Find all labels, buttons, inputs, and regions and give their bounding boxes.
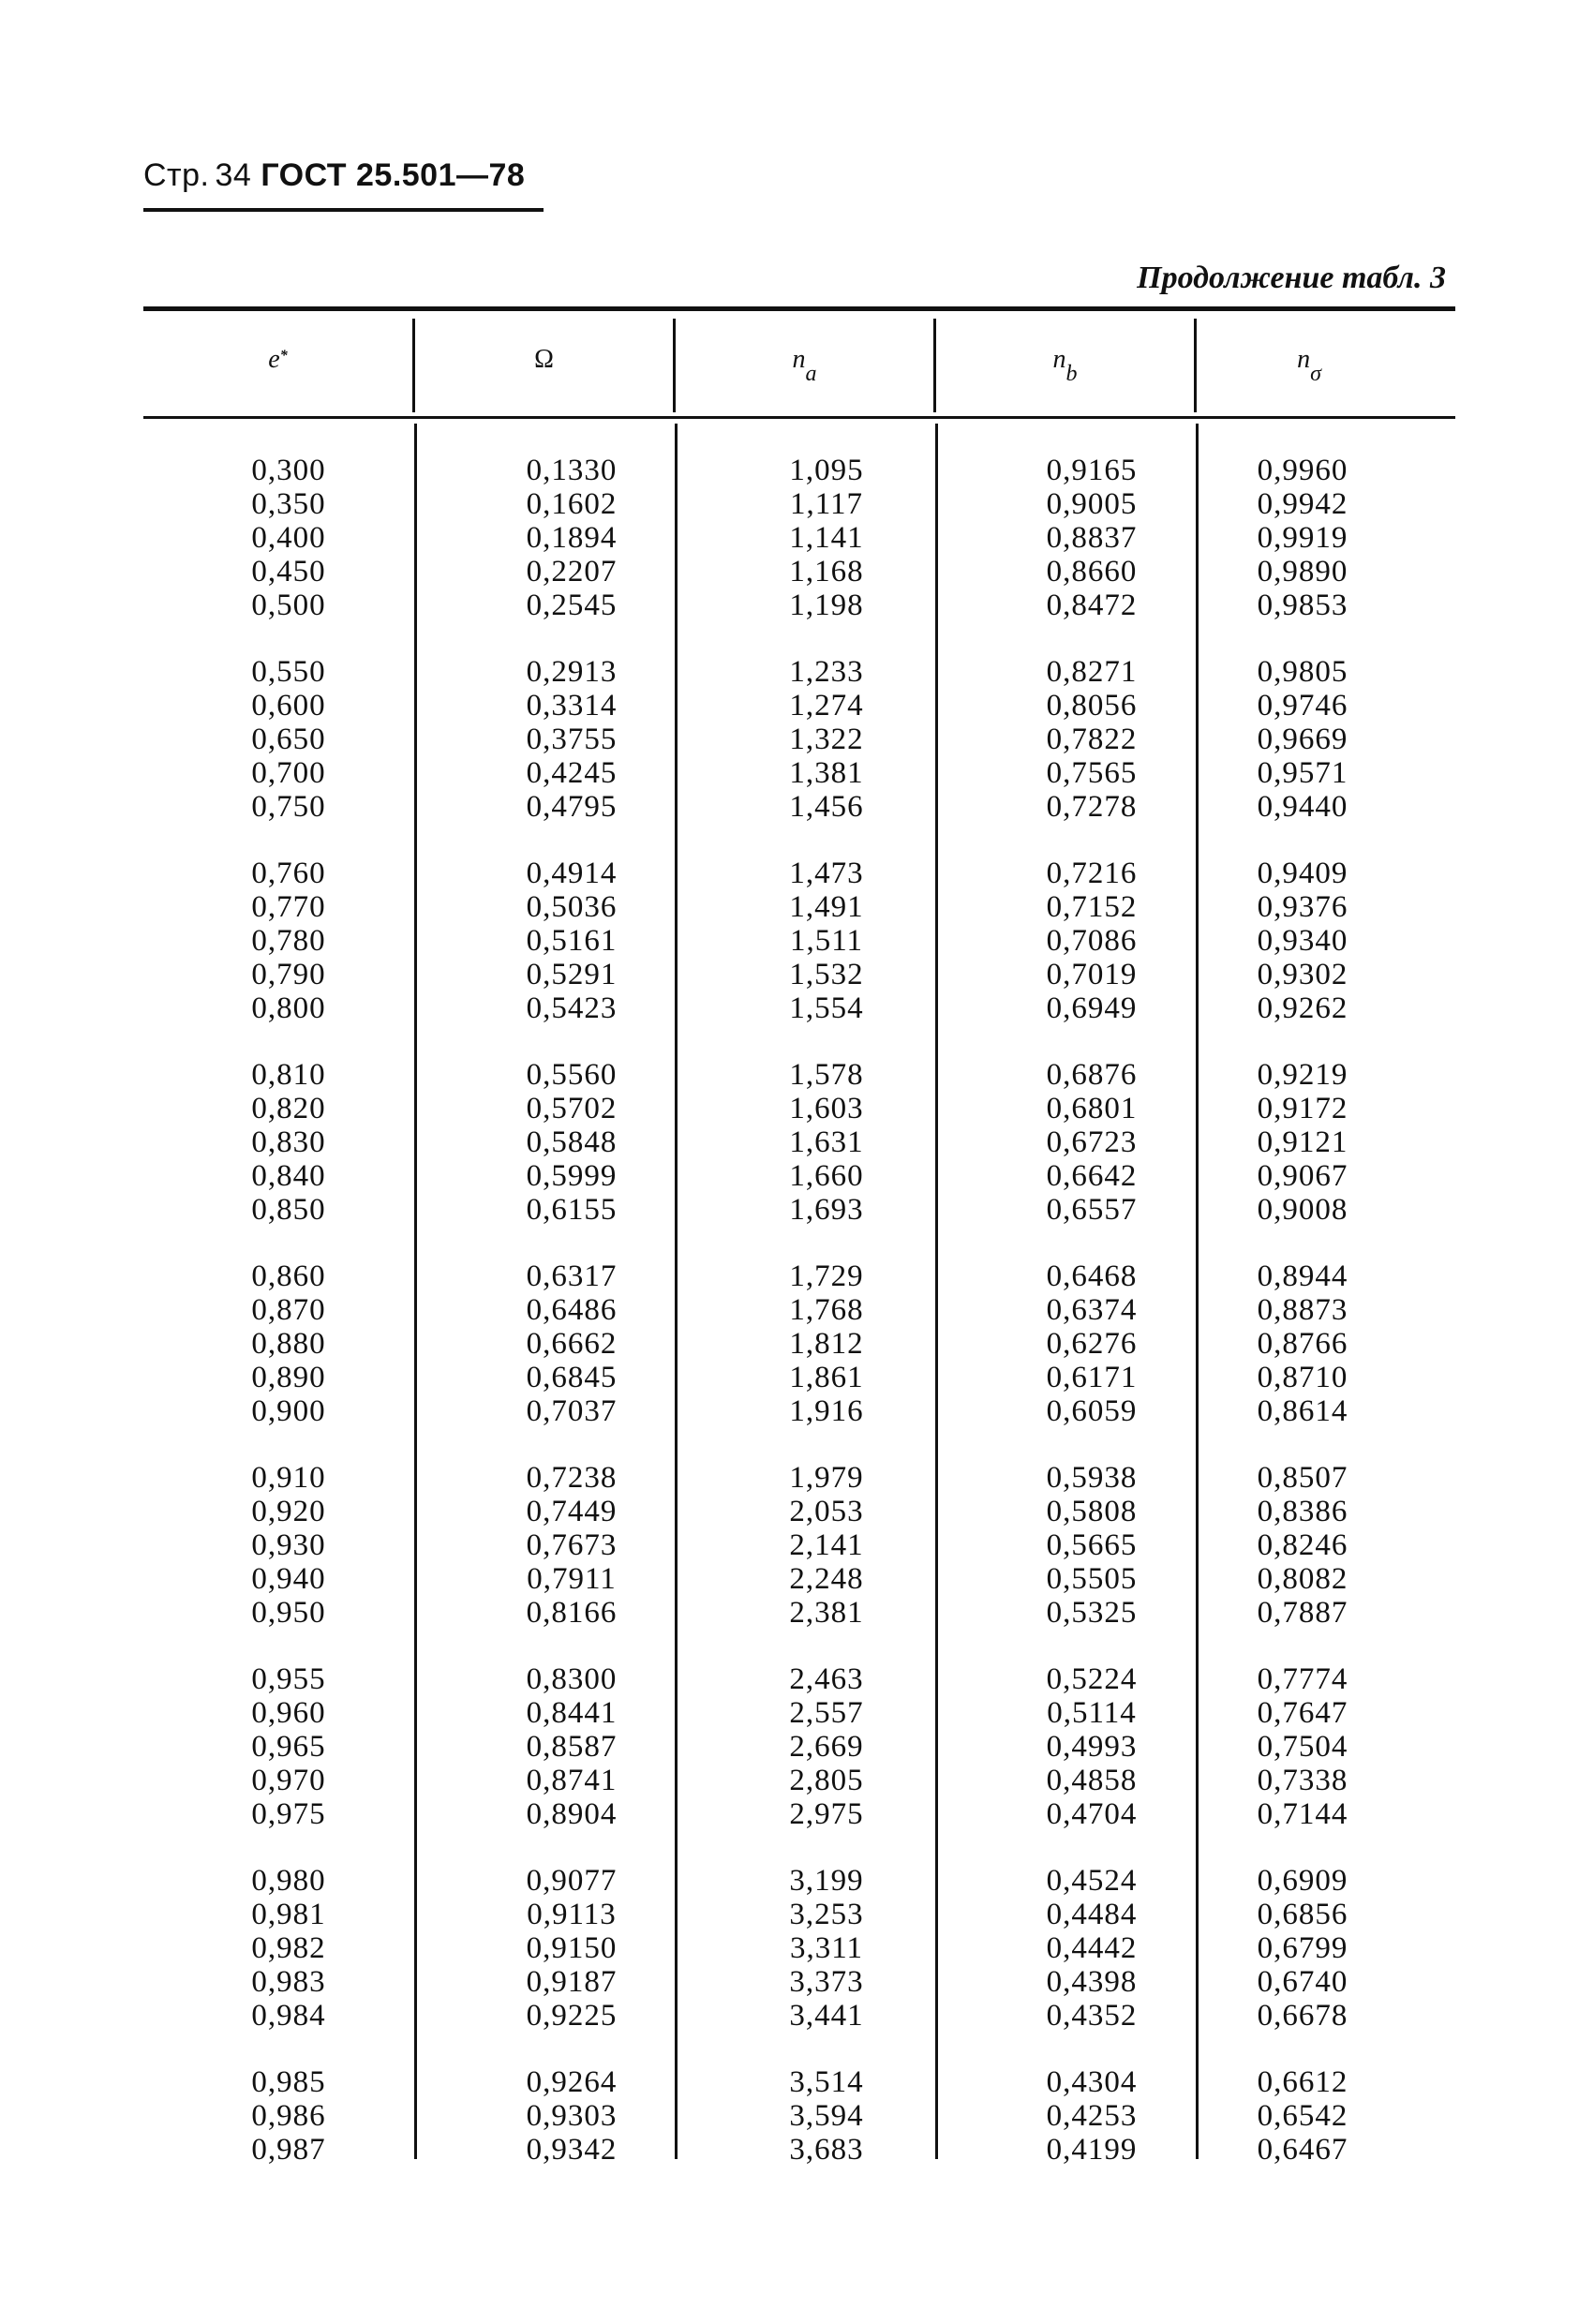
- table-cell-e: 0,760: [251, 857, 326, 890]
- table-cell-ns: 0,9340: [1257, 924, 1348, 958]
- table-cell-omega: 0,5848: [526, 1125, 618, 1159]
- table-cell-nb: 0,4993: [1046, 1730, 1138, 1764]
- table-cell-e: 0,550: [251, 655, 326, 689]
- table-cell-e: 0,600: [251, 689, 326, 723]
- table-cell-ns: 0,9960: [1257, 454, 1348, 487]
- table-cell-nb: 0,6276: [1046, 1327, 1138, 1361]
- table-cell-nb: 0,6557: [1046, 1193, 1138, 1227]
- row-group: [1228, 655, 1378, 824]
- row-group: [497, 454, 647, 622]
- table-cell-ns: 0,7774: [1257, 1662, 1348, 1696]
- table-cell-e: 0,981: [251, 1898, 326, 1931]
- table-cell-omega: 0,7037: [526, 1394, 618, 1428]
- table-cell-nb: 0,8271: [1046, 655, 1138, 689]
- table-cell-e: 0,500: [251, 588, 326, 622]
- table-cell-na: 1,554: [789, 991, 864, 1025]
- table-cell-nb: 0,9005: [1046, 487, 1138, 521]
- row-group: [752, 1058, 901, 1227]
- table-cell-e: 0,750: [251, 790, 326, 824]
- table-cell-ns: 0,9919: [1257, 521, 1348, 555]
- table-cell-omega: 0,3314: [526, 689, 618, 723]
- table-cell-omega: 0,5560: [526, 1058, 618, 1092]
- table-cell-omega: 0,8741: [526, 1764, 618, 1797]
- table-cell-na: 1,456: [789, 790, 864, 824]
- table-cell-ns: 0,8246: [1257, 1528, 1348, 1562]
- table-cell-omega: 0,6155: [526, 1193, 618, 1227]
- row-group: [1228, 1662, 1378, 1831]
- row-group: [1017, 857, 1167, 1025]
- table-cell-e: 0,960: [251, 1696, 326, 1730]
- column-header-na: [676, 345, 933, 401]
- table-cell-ns: 0,7647: [1257, 1696, 1348, 1730]
- table-cell-na: 1,812: [789, 1327, 864, 1361]
- row-group: [214, 1259, 364, 1428]
- table-cell-ns: 0,9805: [1257, 655, 1348, 689]
- table-cell-e: 0,930: [251, 1528, 326, 1562]
- table-cell-nb: 0,4304: [1046, 2065, 1138, 2099]
- table-cell-ns: 0,7338: [1257, 1764, 1348, 1797]
- table-cell-nb: 0,6171: [1046, 1361, 1138, 1394]
- table-cell-omega: 0,4914: [526, 857, 618, 890]
- table-cell-omega: 0,6662: [526, 1327, 618, 1361]
- table-cell-omega: 0,5423: [526, 991, 618, 1025]
- table-cell-ns: 0,8710: [1257, 1361, 1348, 1394]
- table-cell-nb: 0,6059: [1046, 1394, 1138, 1428]
- table-cell-na: 1,729: [789, 1259, 864, 1293]
- table-cell-ns: 0,9746: [1257, 689, 1348, 723]
- table-cell-e: 0,860: [251, 1259, 326, 1293]
- row-group: [497, 1058, 647, 1227]
- table-cell-nb: 0,7565: [1046, 756, 1138, 790]
- table-cell-e: 0,780: [251, 924, 326, 958]
- table-cell-na: 1,979: [789, 1461, 864, 1495]
- table-cell-na: 1,916: [789, 1394, 864, 1428]
- table-cell-ns: 0,6467: [1257, 2133, 1348, 2167]
- column-divider: [414, 424, 417, 2159]
- table-cell-omega: 0,8587: [526, 1730, 618, 1764]
- row-group: [752, 1461, 901, 1630]
- table-cell-na: 3,441: [789, 1999, 864, 2033]
- table-cell-omega: 0,1330: [526, 454, 618, 487]
- table-cell-na: 2,805: [789, 1764, 864, 1797]
- table-cell-omega: 0,9225: [526, 1999, 618, 2033]
- table-cell-e: 0,983: [251, 1965, 326, 1999]
- row-group: [497, 655, 647, 824]
- table-cell-nb: 0,6723: [1046, 1125, 1138, 1159]
- table-cell-nb: 0,4352: [1046, 1999, 1138, 2033]
- table-cell-e: 0,880: [251, 1327, 326, 1361]
- column-header-nb: [936, 345, 1194, 401]
- row-group: [752, 2065, 901, 2167]
- column-header-na-symbol: n: [792, 345, 806, 374]
- column-header-omega-symbol: Ω: [534, 345, 554, 374]
- table-cell-ns: 0,6678: [1257, 1999, 1348, 2033]
- table-cell-omega: 0,7449: [526, 1495, 618, 1528]
- table-cell-nb: 0,4253: [1046, 2099, 1138, 2133]
- row-group: [214, 655, 364, 824]
- table-cell-nb: 0,5114: [1047, 1696, 1137, 1730]
- table-cell-nb: 0,5224: [1046, 1662, 1138, 1696]
- table-cell-na: 3,199: [789, 1864, 864, 1898]
- row-group: [1228, 857, 1378, 1025]
- table-cell-omega: 0,8904: [526, 1797, 618, 1831]
- column-divider: [935, 424, 938, 2159]
- table-cell-e: 0,830: [251, 1125, 326, 1159]
- table-cell-omega: 0,7911: [527, 1562, 617, 1596]
- table-cell-nb: 0,6374: [1046, 1293, 1138, 1327]
- table-cell-nb: 0,6468: [1046, 1259, 1138, 1293]
- table-cell-ns: 0,8614: [1257, 1394, 1348, 1428]
- table-cell-nb: 0,9165: [1046, 454, 1138, 487]
- table-cell-nb: 0,5938: [1046, 1461, 1138, 1495]
- header-underline: [143, 208, 544, 212]
- row-group: [1017, 1259, 1167, 1428]
- table-cell-ns: 0,8944: [1257, 1259, 1348, 1293]
- table-cell-na: 3,253: [789, 1898, 864, 1931]
- table-cell-omega: 0,1602: [526, 487, 618, 521]
- row-group: [214, 1662, 364, 1831]
- column-divider: [675, 424, 678, 2159]
- table-cell-nb: 0,7822: [1046, 723, 1138, 756]
- table-cell-ns: 0,9067: [1257, 1159, 1348, 1193]
- row-group: [752, 655, 901, 824]
- table-cell-nb: 0,5665: [1046, 1528, 1138, 1562]
- table-cell-e: 0,975: [251, 1797, 326, 1831]
- table-cell-e: 0,985: [251, 2065, 326, 2099]
- row-group: [752, 1662, 901, 1831]
- table-cell-nb: 0,5325: [1046, 1596, 1138, 1630]
- table-cell-e: 0,840: [251, 1159, 326, 1193]
- table-cell-na: 3,594: [789, 2099, 864, 2133]
- column-omega-values: [497, 454, 647, 2199]
- row-group: [752, 1259, 901, 1428]
- row-group: [1017, 1461, 1167, 1630]
- table-cell-ns: 0,9172: [1257, 1092, 1348, 1125]
- row-group: [1017, 2065, 1167, 2167]
- row-group: [1228, 1259, 1378, 1428]
- table-cell-ns: 0,9302: [1257, 958, 1348, 991]
- table-cell-nb: 0,6642: [1046, 1159, 1138, 1193]
- column-header-na-sub: a: [805, 362, 817, 386]
- row-group: [497, 1864, 647, 2033]
- row-group: [1017, 655, 1167, 824]
- table-cell-e: 0,820: [251, 1092, 326, 1125]
- table-cell-na: 1,473: [789, 857, 864, 890]
- table-cell-omega: 0,3755: [526, 723, 618, 756]
- column-nb-values: [1017, 454, 1167, 2199]
- table-cell-nb: 0,7019: [1046, 958, 1138, 991]
- table-cell-omega: 0,6845: [526, 1361, 618, 1394]
- table-cell-na: 1,198: [789, 588, 864, 622]
- table-cell-na: 1,095: [789, 454, 864, 487]
- table-cell-omega: 0,9077: [526, 1864, 618, 1898]
- table-cell-e: 0,400: [251, 521, 326, 555]
- row-group: [1017, 1662, 1167, 1831]
- table-cell-e: 0,986: [251, 2099, 326, 2133]
- table-cell-omega: 0,9303: [526, 2099, 618, 2133]
- table-cell-na: 1,322: [789, 723, 864, 756]
- table-cell-omega: 0,9150: [526, 1931, 618, 1965]
- table-cell-nb: 0,4199: [1046, 2133, 1138, 2167]
- table-cell-ns: 0,6799: [1257, 1931, 1348, 1965]
- table-cell-nb: 0,8837: [1046, 521, 1138, 555]
- table-cell-e: 0,450: [251, 555, 326, 588]
- table-cell-nb: 0,4704: [1046, 1797, 1138, 1831]
- table-cell-omega: 0,6317: [526, 1259, 618, 1293]
- table-cell-e: 0,982: [251, 1931, 326, 1965]
- table-cell-e: 0,810: [251, 1058, 326, 1092]
- row-group: [1228, 1058, 1378, 1227]
- table-cell-omega: 0,2545: [526, 588, 618, 622]
- table-cell-omega: 0,8441: [526, 1696, 618, 1730]
- table-cell-na: 3,311: [789, 1931, 864, 1965]
- table-cell-omega: 0,2913: [526, 655, 618, 689]
- table-cell-na: 2,557: [789, 1696, 864, 1730]
- column-header-nb-sub: b: [1065, 362, 1078, 386]
- table-cell-omega: 0,5999: [526, 1159, 618, 1193]
- table-cell-omega: 0,9342: [526, 2133, 618, 2167]
- table-cell-omega: 0,9113: [527, 1898, 617, 1931]
- table-cell-ns: 0,7504: [1257, 1730, 1348, 1764]
- row-group: [214, 857, 364, 1025]
- column-header-omega: [415, 345, 673, 401]
- table-cell-na: 1,511: [789, 924, 864, 958]
- table-cell-na: 3,683: [789, 2133, 864, 2167]
- table-cell-omega: 0,8300: [526, 1662, 618, 1696]
- table-cell-na: 1,491: [789, 890, 864, 924]
- page-header: [143, 157, 525, 194]
- table-cell-e: 0,700: [251, 756, 326, 790]
- table-cell-na: 1,381: [789, 756, 864, 790]
- row-group: [752, 857, 901, 1025]
- table-cell-ns: 0,6856: [1257, 1898, 1348, 1931]
- row-group: [214, 2065, 364, 2167]
- table-cell-e: 0,984: [251, 1999, 326, 2033]
- table-cell-ns: 0,9890: [1257, 555, 1348, 588]
- table-cell-omega: 0,7238: [526, 1461, 618, 1495]
- table-cell-nb: 0,7152: [1046, 890, 1138, 924]
- table-cell-nb: 0,4442: [1046, 1931, 1138, 1965]
- row-group: [1228, 1461, 1378, 1630]
- column-header-ns-symbol: n: [1297, 345, 1311, 374]
- table-cell-na: 1,660: [789, 1159, 864, 1193]
- table-cell-na: 1,578: [789, 1058, 864, 1092]
- column-header-e-mark: *: [279, 348, 288, 364]
- row-group: [497, 2065, 647, 2167]
- row-group: [1017, 1058, 1167, 1227]
- table-cell-e: 0,900: [251, 1394, 326, 1428]
- table-cell-nb: 0,4858: [1046, 1764, 1138, 1797]
- table-cell-ns: 0,9121: [1257, 1125, 1348, 1159]
- table-cell-e: 0,920: [251, 1495, 326, 1528]
- row-group: [1017, 454, 1167, 622]
- table-cell-e: 0,940: [251, 1562, 326, 1596]
- table-cell-nb: 0,4524: [1046, 1864, 1138, 1898]
- table-cell-omega: 0,7673: [526, 1528, 618, 1562]
- table-cell-nb: 0,6876: [1046, 1058, 1138, 1092]
- table-header-rule: [143, 416, 1455, 419]
- table-cell-omega: 0,4245: [526, 756, 618, 790]
- table-cell-ns: 0,9008: [1257, 1193, 1348, 1227]
- table-cell-na: 1,603: [789, 1092, 864, 1125]
- table-cell-ns: 0,6612: [1257, 2065, 1348, 2099]
- table-cell-e: 0,910: [251, 1461, 326, 1495]
- table-cell-omega: 0,9264: [526, 2065, 618, 2099]
- table-cell-omega: 0,5036: [526, 890, 618, 924]
- table-cell-na: 3,514: [789, 2065, 864, 2099]
- row-group: [214, 1461, 364, 1630]
- table-cell-nb: 0,8056: [1046, 689, 1138, 723]
- column-header-nb-symbol: n: [1052, 345, 1066, 374]
- table-cell-omega: 0,1894: [526, 521, 618, 555]
- table-cell-na: 1,631: [789, 1125, 864, 1159]
- table-cell-ns: 0,9942: [1257, 487, 1348, 521]
- row-group: [497, 1461, 647, 1630]
- column-header-ns: [1197, 345, 1422, 401]
- table-cell-e: 0,870: [251, 1293, 326, 1327]
- table-cell-na: 2,053: [789, 1495, 864, 1528]
- table-cell-e: 0,350: [251, 487, 326, 521]
- table-cell-ns: 0,9262: [1257, 991, 1348, 1025]
- table-cell-na: 2,975: [789, 1797, 864, 1831]
- table-cell-nb: 0,4484: [1046, 1898, 1138, 1931]
- table-cell-na: 1,861: [789, 1361, 864, 1394]
- table-cell-ns: 0,6909: [1257, 1864, 1348, 1898]
- column-header-e: [143, 345, 412, 401]
- row-group: [1228, 1864, 1378, 2033]
- table-cell-na: 1,768: [789, 1293, 864, 1327]
- table-cell-na: 2,381: [789, 1596, 864, 1630]
- table-cell-nb: 0,5505: [1046, 1562, 1138, 1596]
- table-cell-omega: 0,5161: [526, 924, 618, 958]
- table-cell-omega: 0,6486: [526, 1293, 618, 1327]
- table-cell-na: 1,693: [789, 1193, 864, 1227]
- table-cell-nb: 0,6801: [1046, 1092, 1138, 1125]
- table-cell-na: 1,274: [789, 689, 864, 723]
- column-na-values: [752, 454, 901, 2199]
- table-cell-e: 0,890: [251, 1361, 326, 1394]
- column-ns-values: [1228, 454, 1378, 2199]
- table-cell-na: 1,532: [789, 958, 864, 991]
- table-cell-na: 1,233: [789, 655, 864, 689]
- row-group: [1017, 1864, 1167, 2033]
- table-cell-ns: 0,7144: [1257, 1797, 1348, 1831]
- table-cell-ns: 0,9853: [1257, 588, 1348, 622]
- table-cell-nb: 0,7278: [1046, 790, 1138, 824]
- table-cell-e: 0,770: [251, 890, 326, 924]
- table-cell-omega: 0,5702: [526, 1092, 618, 1125]
- table-cell-ns: 0,9376: [1257, 890, 1348, 924]
- table-cell-nb: 0,4398: [1046, 1965, 1138, 1999]
- table-cell-omega: 0,2207: [526, 555, 618, 588]
- column-header-ns-sub: σ: [1310, 362, 1321, 386]
- row-group: [214, 1058, 364, 1227]
- table-cell-nb: 0,5808: [1046, 1495, 1138, 1528]
- row-group: [497, 1259, 647, 1428]
- table-cell-na: 1,117: [789, 487, 864, 521]
- row-group: [214, 454, 364, 622]
- page-label: Стр.: [143, 157, 210, 193]
- column-divider: [1196, 424, 1199, 2159]
- table-cell-e: 0,300: [251, 454, 326, 487]
- table-cell-nb: 0,8472: [1046, 588, 1138, 622]
- table-cell-ns: 0,8766: [1257, 1327, 1348, 1361]
- table-cell-na: 3,373: [789, 1965, 864, 1999]
- standard-designation: ГОСТ 25.501—78: [261, 157, 526, 193]
- column-header-e-symbol: e: [268, 345, 280, 374]
- table-cell-ns: 0,8386: [1257, 1495, 1348, 1528]
- table-cell-e: 0,980: [251, 1864, 326, 1898]
- row-group: [752, 1864, 901, 2033]
- table-cell-na: 2,669: [789, 1730, 864, 1764]
- table-cell-ns: 0,7887: [1257, 1596, 1348, 1630]
- row-group: [497, 1662, 647, 1831]
- table-cell-ns: 0,6542: [1257, 2099, 1348, 2133]
- table-cell-e: 0,800: [251, 991, 326, 1025]
- table-cell-e: 0,987: [251, 2133, 326, 2167]
- table-cell-ns: 0,9571: [1257, 756, 1348, 790]
- table-cell-e: 0,955: [251, 1662, 326, 1696]
- table-cell-omega: 0,5291: [526, 958, 618, 991]
- table-cell-na: 2,463: [789, 1662, 864, 1696]
- table-top-rule: [143, 306, 1455, 311]
- column-e-values: [214, 454, 364, 2199]
- row-group: [497, 857, 647, 1025]
- row-group: [1228, 454, 1378, 622]
- table-cell-ns: 0,9669: [1257, 723, 1348, 756]
- table-cell-omega: 0,9187: [526, 1965, 618, 1999]
- table-cell-e: 0,965: [251, 1730, 326, 1764]
- table-cell-e: 0,970: [251, 1764, 326, 1797]
- table-cell-nb: 0,8660: [1046, 555, 1138, 588]
- table-cell-nb: 0,7216: [1046, 857, 1138, 890]
- table-cell-ns: 0,6740: [1257, 1965, 1348, 1999]
- table-cell-na: 1,168: [789, 555, 864, 588]
- table-cell-e: 0,950: [251, 1596, 326, 1630]
- page-number: 34: [215, 157, 252, 193]
- row-group: [1228, 2065, 1378, 2167]
- table-cell-e: 0,650: [251, 723, 326, 756]
- row-group: [214, 1864, 364, 2033]
- table-cell-omega: 0,8166: [526, 1596, 618, 1630]
- table-cell-ns: 0,9219: [1257, 1058, 1348, 1092]
- table-cell-ns: 0,9409: [1257, 857, 1348, 890]
- table-cell-ns: 0,8507: [1257, 1461, 1348, 1495]
- table-cell-nb: 0,6949: [1046, 991, 1138, 1025]
- table-cell-omega: 0,4795: [526, 790, 618, 824]
- table-cell-e: 0,850: [251, 1193, 326, 1227]
- table-cell-na: 2,248: [789, 1562, 864, 1596]
- table-cell-ns: 0,8873: [1257, 1293, 1348, 1327]
- table-cell-nb: 0,7086: [1046, 924, 1138, 958]
- table-cell-ns: 0,8082: [1257, 1562, 1348, 1596]
- row-group: [752, 454, 901, 622]
- table-cell-ns: 0,9440: [1257, 790, 1348, 824]
- table-cell-na: 2,141: [789, 1528, 864, 1562]
- table-caption: Продолжение табл. 3: [1137, 261, 1446, 295]
- table-cell-na: 1,141: [789, 521, 864, 555]
- table-cell-e: 0,790: [251, 958, 326, 991]
